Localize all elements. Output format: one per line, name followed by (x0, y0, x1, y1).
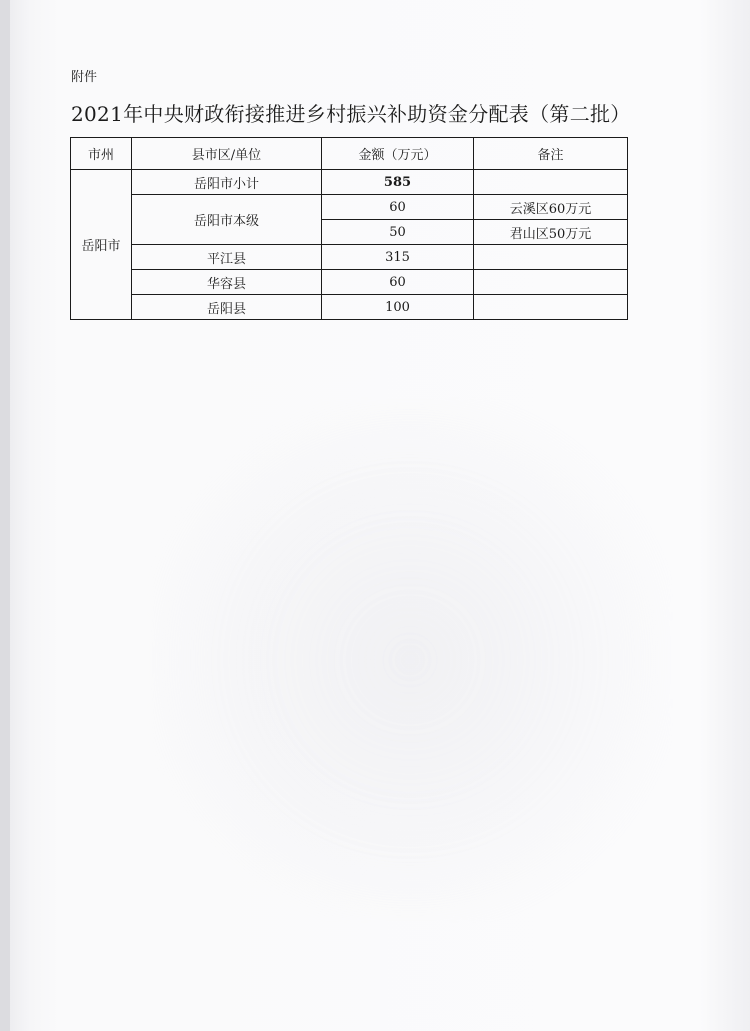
county-note-cell (474, 270, 628, 295)
city-cell: 岳阳市 (71, 170, 132, 320)
municipal-note-cell: 云溪区60万元 (474, 195, 628, 220)
header-county: 县市区/单位 (132, 138, 322, 170)
county-amount-cell: 60 (322, 270, 474, 295)
county-name-cell: 华容县 (132, 270, 322, 295)
header-amount: 金额（万元） (322, 138, 474, 170)
table-row (71, 170, 628, 195)
header-city: 市州 (71, 138, 132, 170)
municipal-name-cell: 岳阳市本级 (132, 195, 322, 245)
table-row (71, 195, 628, 220)
allocation-table (70, 137, 628, 320)
scan-edge-shadow (0, 0, 10, 1031)
municipal-amount-cell: 50 (322, 220, 474, 245)
table-header-row (71, 138, 628, 170)
municipal-note-cell: 君山区50万元 (474, 220, 628, 245)
municipal-amount-cell: 60 (322, 195, 474, 220)
subtotal-name-cell: 岳阳市小计 (132, 170, 322, 195)
county-note-cell (474, 245, 628, 270)
county-name-cell: 岳阳县 (132, 295, 322, 320)
subtotal-note-cell (474, 170, 628, 195)
show-through-bleed (150, 400, 670, 920)
header-notes: 备注 (474, 138, 628, 170)
table-row (71, 270, 628, 295)
table-row (71, 295, 628, 320)
subtotal-amount-cell: 585 (322, 170, 474, 195)
document-title: 2021年中央财政衔接推进乡村振兴补助资金分配表（第二批） (71, 102, 631, 126)
table-row (71, 245, 628, 270)
county-name-cell: 平江县 (132, 245, 322, 270)
attachment-label: 附件 (71, 70, 98, 85)
county-note-cell (474, 295, 628, 320)
county-amount-cell: 315 (322, 245, 474, 270)
county-amount-cell: 100 (322, 295, 474, 320)
